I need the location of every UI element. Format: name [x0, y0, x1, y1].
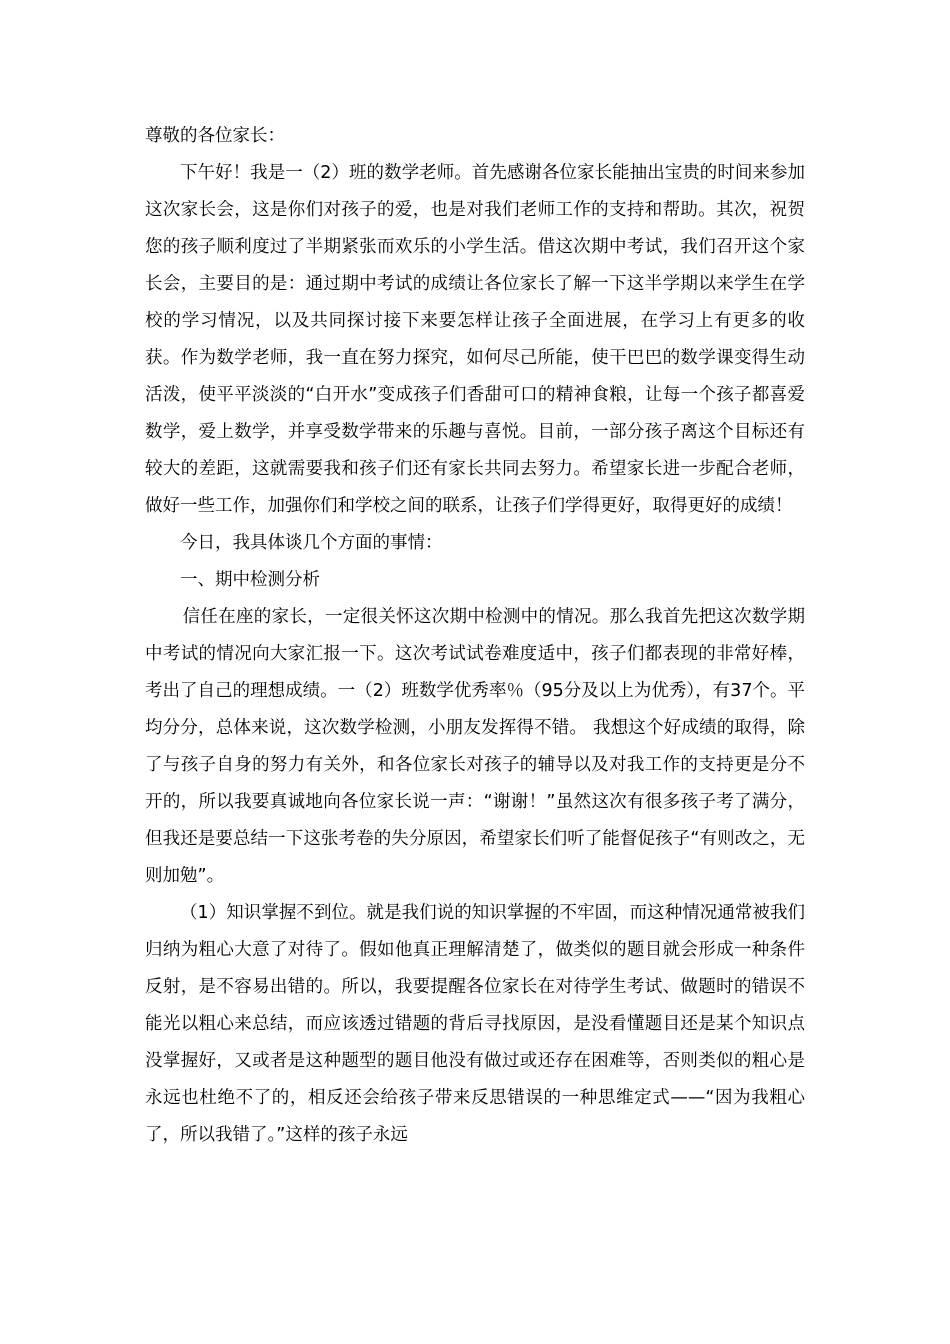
paragraph-knowledge-gap: （1）知识掌握不到位。就是我们说的知识掌握的不牢固，而这种情况通常被我们归纳为粗心大意了对待了。假如他真正理解清楚了，做类似的题目就会形成一种条件反射，是不容易出错的。所以，我要提醒各位家长在对待学生考试、做题时的错误不能光以粗心来总结，而应该透过错题的背后寻找原因，是没看懂题目还是某个知识点没掌握好，又或者是这种题型的题目他没有做过或还存在困难等，否则类似的粗心是永远也杜绝不了的，相反还会给孩子带来反思错误的一种思维定式——“因为我粗心了，所以我错了。”这样的孩子永远: [145, 903, 805, 1145]
paragraph-midterm-results: 信任在座的家长，一定很关怀这次期中检测中的情况。那么我首先把这次数学期中考试的情况向大家汇报一下。这次考试试卷难度适中，孩子们都表现的非常好棒，考出了自己的理想成绩。一（2）班数学优秀率％（95分及以上为优秀），有37个。平均分分，总体来说，这次数学检测，小朋友发挥得不错。 我想这个好成绩的取得，除了与孩子自身的努力有关外，和各位家长对孩子的辅导以及对我工作的支持更是分不开的，所以我要真诚地向各位家长说一声：“谢谢！”虽然这次有很多孩子考了满分，但我还是要总结一下这张考卷的失分原因，希望家长们听了能督促孩子“有则改之，无则加勉”。: [145, 607, 805, 886]
paragraph-intro: 下午好！我是一（2）班的数学老师。首先感谢各位家长能抽出宝贵的时间来参加这次家长会，这是你们对孩子的爱，也是对我们老师工作的支持和帮助。其次，祝贺您的孩子顺利度过了半期紧张而欢乐的小学生活。借这次期中考试，我们召开这个家长会，主要目的是：通过期中考试的成绩让各位家长了解一下这半学期以来学生在学校的学习情况，以及共同探讨接下来要怎样让孩子全面进展，在学习上有更多的收获。作为数学老师，我一直在努力探究，如何尽己所能，使干巴巴的数学课变得生动活泼，使平平淡淡的“白开水”变成孩子们香甜可口的精神食粮，让每一个孩子都喜爱数学，爱上数学，并享受数学带来的乐趣与喜悦。目前，一部分孩子离这个目标还有较大的差距，这就需要我和孩子们还有家长共同去努力。希望家长进一步配合老师，做好一些工作，加强你们和学校之间的联系，让孩子们学得更好，取得更好的成绩！: [145, 163, 805, 516]
paragraph-topics-lead: 今日，我具体谈几个方面的事情：: [180, 533, 443, 553]
section-heading-midterm-analysis: 一、期中检测分析: [180, 570, 320, 590]
document-body: [145, 118, 805, 1154]
greeting-line: 尊敬的各位家长：: [145, 126, 285, 146]
